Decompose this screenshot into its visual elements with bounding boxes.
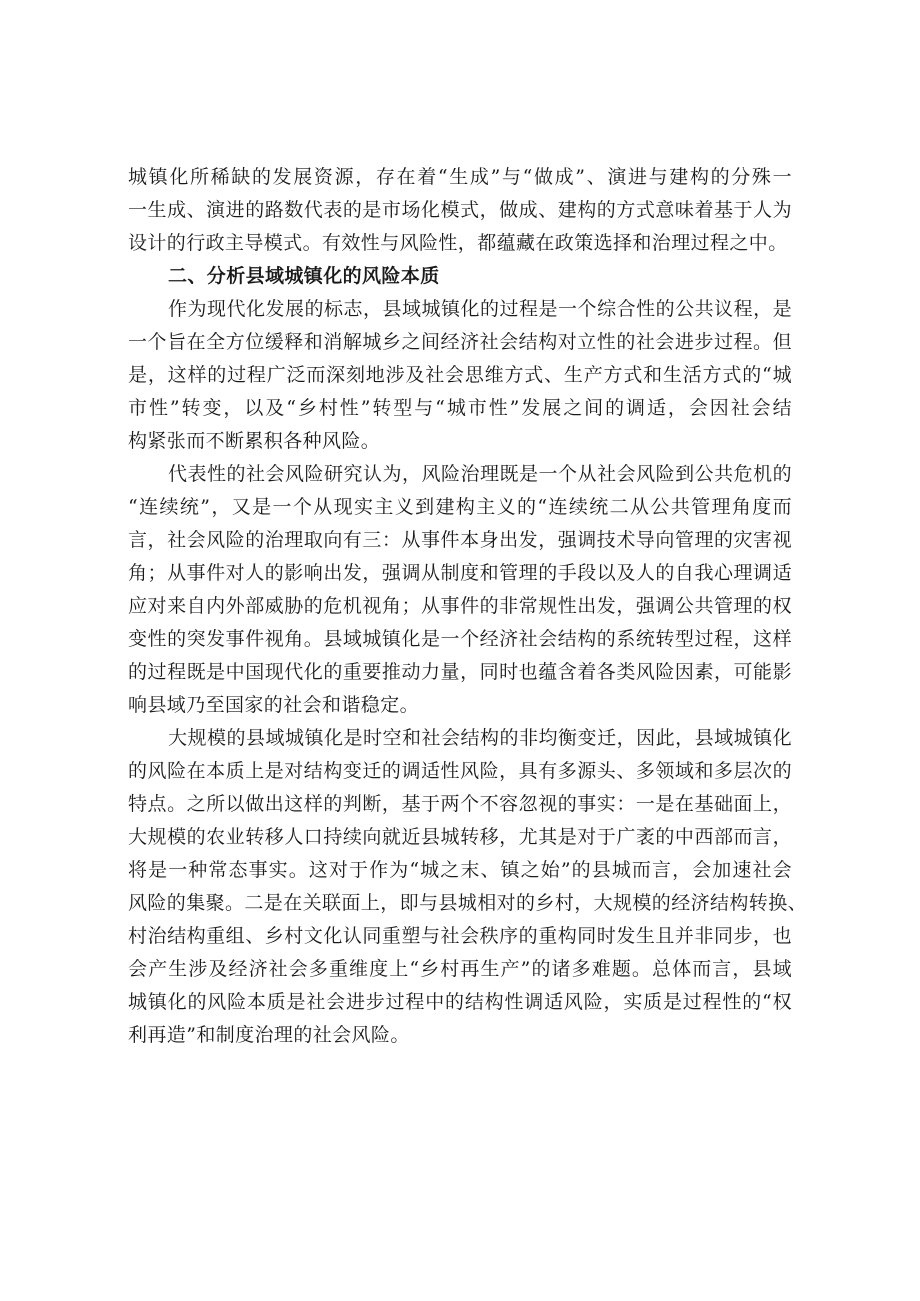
text-line: 的风险在本质上是对结构变迁的调适性风险，具有多源头、多领域和多层次的 bbox=[128, 760, 792, 782]
text-line: 将是一种常态事实。这对于作为“城之末、镇之始”的县城而言，会加速社会 bbox=[128, 859, 792, 881]
text-line: 村治结构重组、乡村文化认同重塑与社会秩序的重构同时发生且并非同步，也 bbox=[128, 925, 792, 947]
text-line: 构紧张而不断累积各种风险。 bbox=[128, 430, 381, 452]
paragraph-1 bbox=[128, 293, 792, 458]
text-line: 利再造”和制度治理的社会风险。 bbox=[128, 1024, 410, 1046]
text-line: 作为现代化发展的标志，县域城镇化的过程是一个综合性的公共议程，是 bbox=[168, 298, 792, 320]
paragraph-2 bbox=[128, 458, 792, 722]
text-line: “连续统”，又是一个从现实主义到建构主义的“连续统二从公共管理角度而 bbox=[128, 496, 792, 518]
section-heading: 二、分析县域城镇化的风险本质 bbox=[168, 265, 440, 287]
text-line: 响县域乃至国家的社会和谐稳定。 bbox=[128, 694, 420, 716]
text-line: 代表性的社会风险研究认为，风险治理既是一个从社会风险到公共危机的 bbox=[168, 463, 792, 485]
text-line: 大规模的县域城镇化是时空和社会结构的非均衡变迁，因此，县域城镇化 bbox=[168, 727, 792, 749]
text-line: 一个旨在全方位缓释和消解城乡之间经济社会结构对立性的社会进步过程。但 bbox=[128, 331, 792, 353]
text-line: 城镇化所稀缺的发展资源，存在着“生成”与“做成”、演进与建构的分殊一 bbox=[128, 166, 792, 188]
paragraph-3 bbox=[128, 722, 808, 1052]
text-line: 言，社会风险的治理取向有三：从事件本身出发，强调技术导向管理的灾害视 bbox=[128, 529, 792, 551]
text-line: 应对来自内外部威胁的危机视角；从事件的非常规性出发，强调公共管理的权 bbox=[128, 595, 792, 617]
document-body bbox=[128, 161, 808, 1052]
text-line: 设计的行政主导模式。有效性与风险性，都蕴藏在政策选择和治理过程之中。 bbox=[128, 232, 788, 254]
text-line: 城镇化的风险本质是社会进步过程中的结构性调适风险，实质是过程性的“权 bbox=[128, 991, 792, 1013]
text-line: 市性”转变，以及“乡村性”转型与“城市性”发展之间的调适，会因社会结 bbox=[128, 397, 792, 419]
text-line: 角；从事件对人的影响出发，强调从制度和管理的手段以及人的自我心理调适 bbox=[128, 562, 792, 584]
intro-paragraph bbox=[128, 161, 792, 260]
text-line: 风险的集聚。二是在关联面上，即与县城相对的乡村，大规模的经济结构转换、 bbox=[128, 892, 808, 914]
text-line: 是，这样的过程广泛而深刻地涉及社会思维方式、生产方式和生活方式的“城 bbox=[128, 364, 792, 386]
text-line: 大规模的农业转移人口持续向就近县城转移，尤其是对于广袤的中西部而言， bbox=[128, 826, 792, 848]
text-line: 的过程既是中国现代化的重要推动力量，同时也蕴含着各类风险因素，可能影 bbox=[128, 661, 792, 683]
text-line: 一生成、演进的路数代表的是市场化模式，做成、建构的方式意味着基于人为 bbox=[128, 199, 792, 221]
text-line: 特点。之所以做出这样的判断，基于两个不容忽视的事实：一是在基础面上， bbox=[128, 793, 792, 815]
text-line: 会产生涉及经济社会多重维度上“乡村再生产”的诸多难题。总体而言，县域 bbox=[128, 958, 792, 980]
text-line: 变性的突发事件视角。县域城镇化是一个经济社会结构的系统转型过程，这样 bbox=[128, 628, 792, 650]
